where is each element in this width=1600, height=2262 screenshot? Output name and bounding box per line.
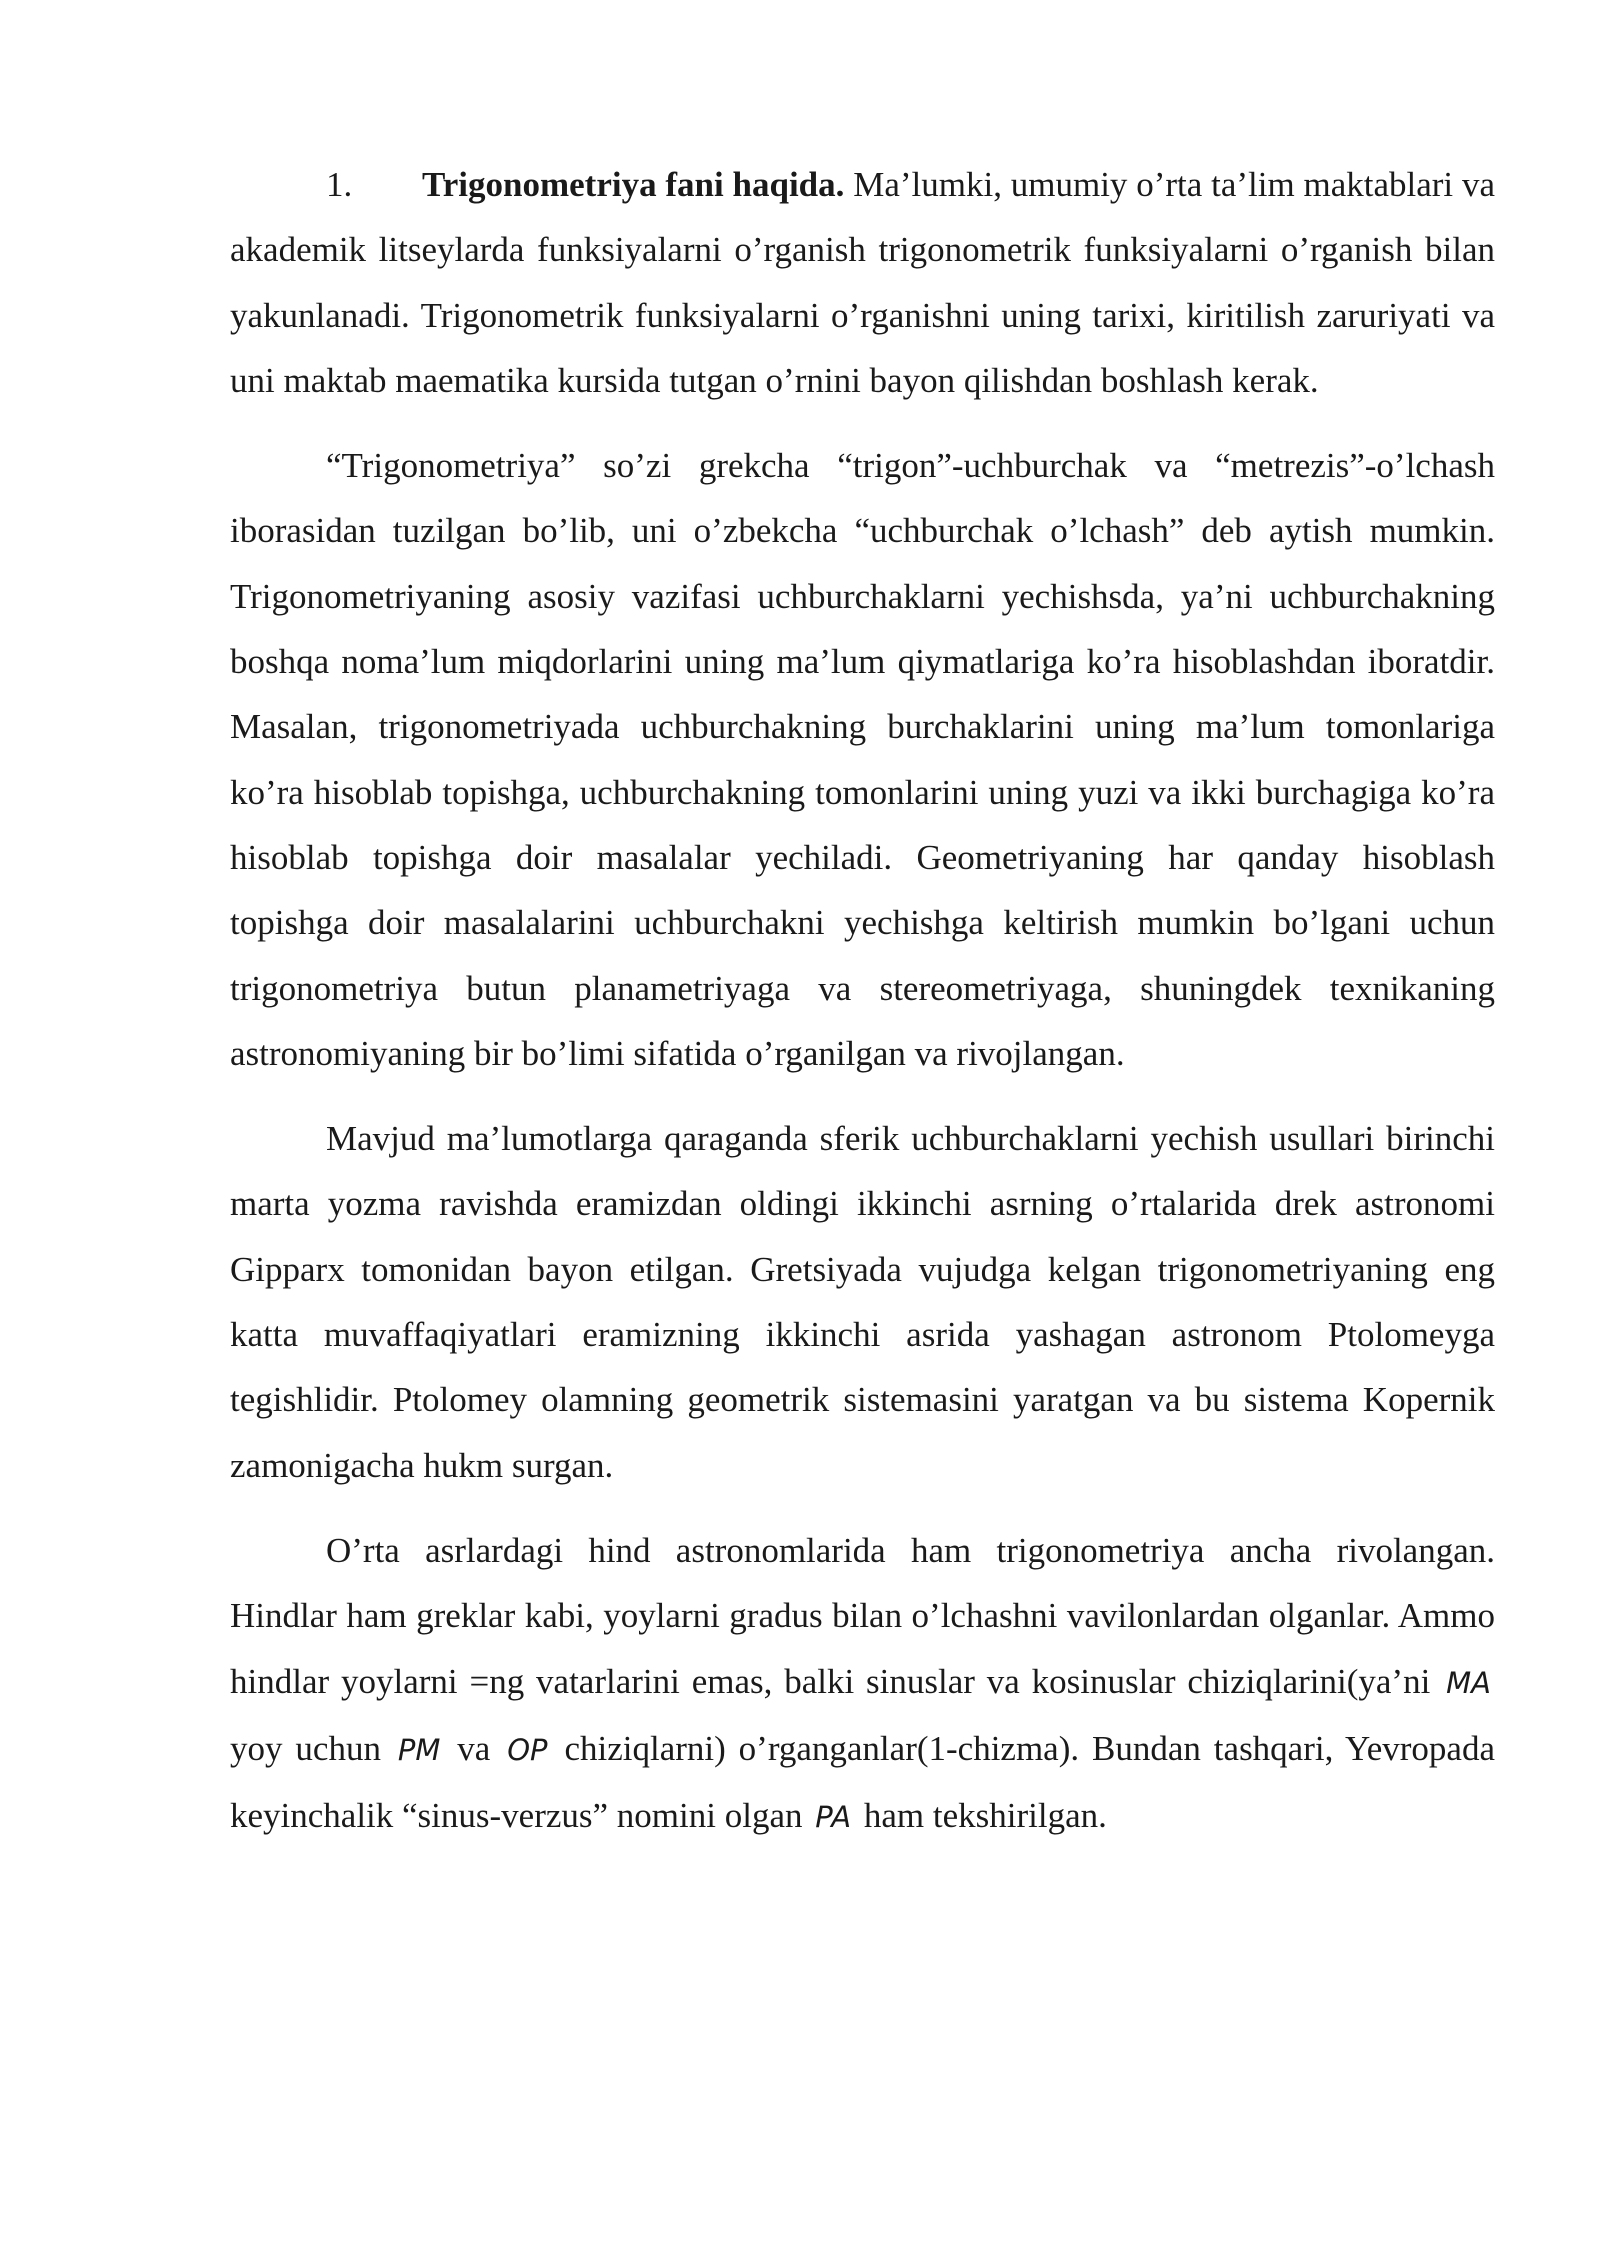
paragraph-4-text-3: va [457,1728,491,1768]
math-symbol-ma: MA [1446,1665,1491,1700]
math-symbol-pm: PM [397,1732,441,1767]
paragraph-3: Mavjud ma’lumotlarga qaraganda sferik uchburchaklarni yechish usullari birinchi marta yozma ravishda eramizdan oldingi ikkinchi asrning o’rtalarida drek astronomi Gipparx tomonidan bayon etilgan. Gretsiyada vujudga kelgan trigonometriyaning eng katta muvaffaqiyatlari eramizning ikkinchi asrida yashagan astronom Ptolomeyga tegishlidir. Ptolomey olamning geometrik sistemasini yaratgan va bu sistema Kopernik zamonigacha hukm surgan. [230,1119,1495,1485]
math-symbol-pa: PA [815,1800,852,1835]
paragraph-1-text: Ma’lumki, umumiy o’rta ta’lim maktablari va akademik litseylarda funksiyalarni o’rganish trigonometrik funksiyalarni o’rganish bilan yakunlanadi. Trigonometrik funksiyalarni o’rganishni uning tarixi, kiritilish zaruriyati va uni maktab maematika kursida tutgan o’rnini bayon qilishdan boshlash kerak. [230,165,1495,400]
paragraph-4-text-2: yoy uchun [230,1728,381,1768]
math-symbol-op: OP [507,1732,548,1767]
paragraph-4 [230,1518,1495,1850]
section-heading: Trigonometriya fani haqida. [422,165,845,204]
paragraph-2: “Trigonometriya” so’zi grekcha “trigon”-uchburchak va “metrezis”-o’lchash iborasidan tuzilgan bo’lib, uni o’zbekcha “uchburchak o’lchash” deb aytish mumkin. Trigonometriyaning asosiy vazifasi uchburchaklarni yechishsda, ya’ni uchburchakning boshqa noma’lum miqdorlarini uning ma’lum qiymatlariga ko’ra hisoblashdan iboratdir. Masalan, trigonometriyada uchburchakning burchaklarini uning ma’lum tomonlariga ko’ra hisoblab topishga, uchburchakning tomonlarini uning yuzi va ikki burchagiga ko’ra hisoblab topishga doir masalalar yechiladi. Geometriyaning har qanday hisoblash topishga doir masalalarini uchburchakni yechishga keltirish mumkin bo’lgani uchun trigonometriya butun planametriyaga va stereometriyaga, shuningdek texnikaning astronomiyaning bir bo’limi sifatida o’rganilgan va rivojlangan. [230,446,1495,1073]
paragraph-4-text-1: O’rta asrlardagi hind astronomlarida ham trigonometriya ancha rivolangan. Hindlar ham greklar kabi, yoylarni gradus bilan o’lchashni vavilonlardan olganlar. Ammo hindlar yoylarni =ng vatarlarini emas, balki sinuslar va kosinuslar chiziqlarini(ya’ni [230,1530,1495,1701]
paragraph-4-text-4: chiziqlarni) o’rganganlar(1-chizma). Bundan tashqari, Yevropada keyinchalik “sinus-verzus” nomini olgan [230,1728,1495,1836]
paragraph-4-text-5: ham tekshirilgan. [863,1796,1107,1836]
document-page [230,152,1495,1870]
section-number: 1. [326,165,353,204]
paragraph-1 [230,152,1495,413]
